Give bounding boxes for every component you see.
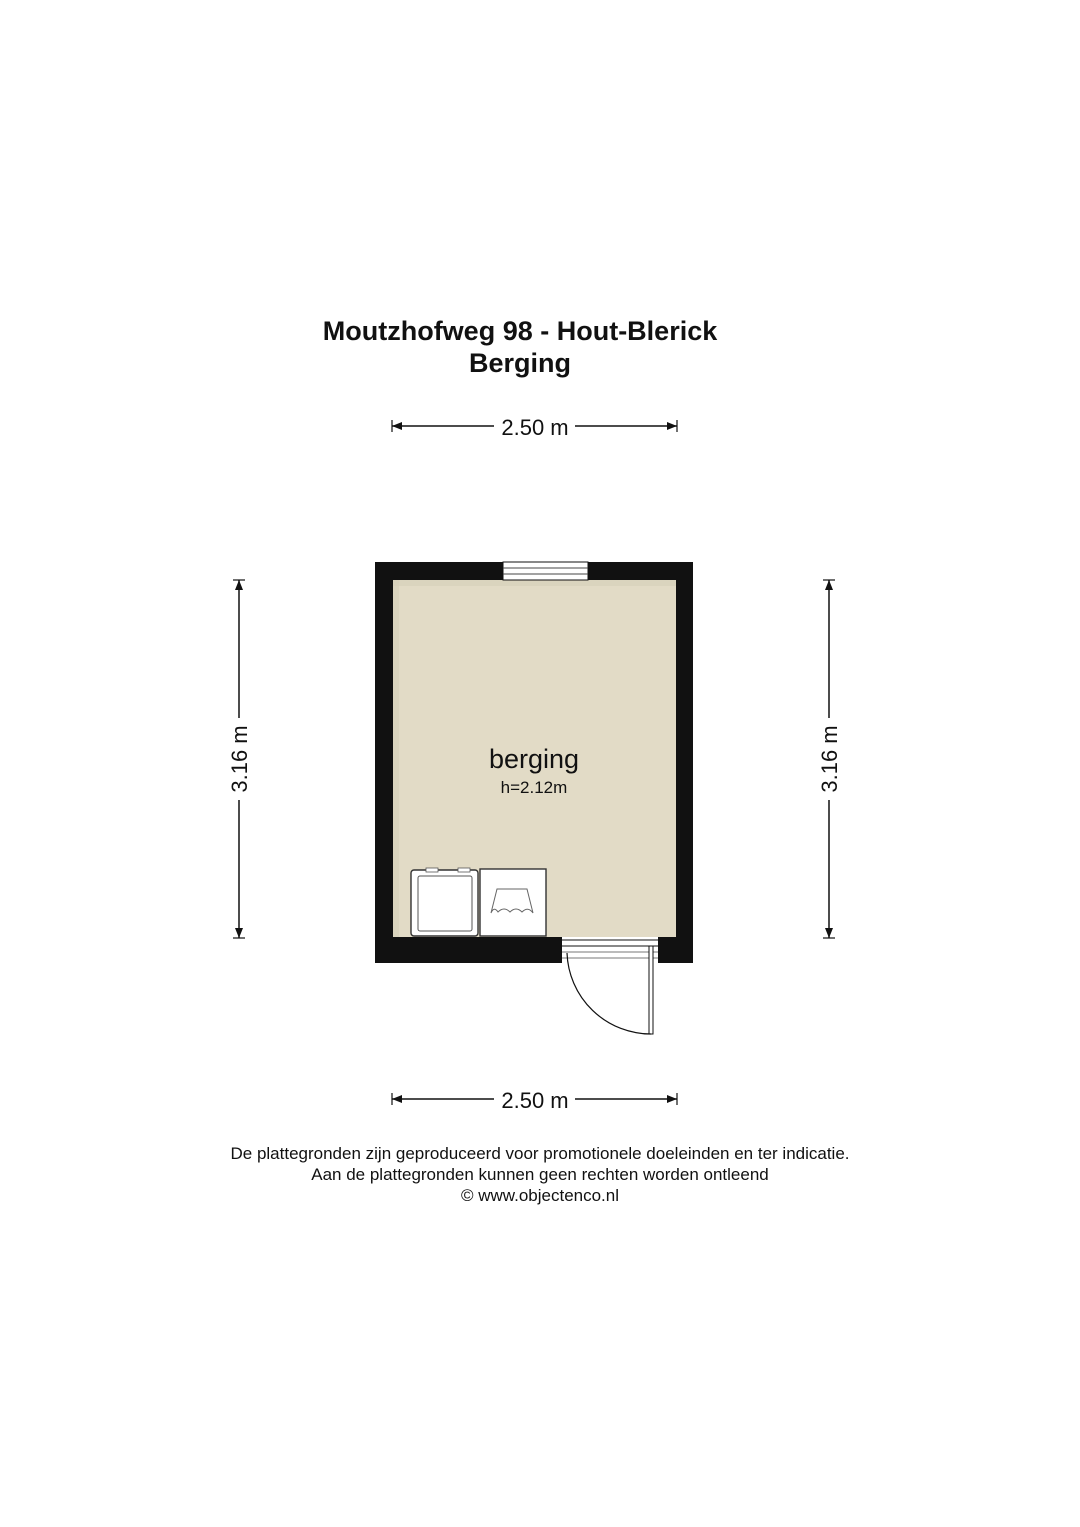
disclaimer-line-2: Aan de plattegronden kunnen geen rechten worden ontleend: [311, 1165, 769, 1184]
plan-title: Moutzhofweg 98 - Hout-Blerick: [322, 316, 718, 346]
dimension-right: [817, 580, 842, 938]
plan-subtitle: Berging: [468, 348, 571, 378]
disclaimer-line-1: De plattegronden zijn geproduceerd voor promotionele doeleinden en ter indicatie.: [230, 1144, 850, 1163]
washing-machine-icon: [411, 868, 478, 936]
door: [558, 937, 662, 1034]
dimension-left-label: 3.16 m: [227, 725, 252, 793]
window: [503, 562, 588, 580]
dimension-bottom-label: 2.50 m: [501, 1088, 569, 1113]
dimension-top-label: 2.50 m: [501, 415, 569, 440]
room-height: h=2.12m: [500, 778, 568, 797]
copyright-link[interactable]: © www.objectenco.nl: [460, 1186, 620, 1205]
dimension-left: [227, 580, 252, 938]
dimension-top: [392, 415, 677, 440]
dimension-right-label: 3.16 m: [817, 725, 842, 793]
dimension-bottom: [392, 1088, 677, 1113]
dryer-icon: [480, 869, 546, 936]
room-name: berging: [488, 744, 580, 774]
